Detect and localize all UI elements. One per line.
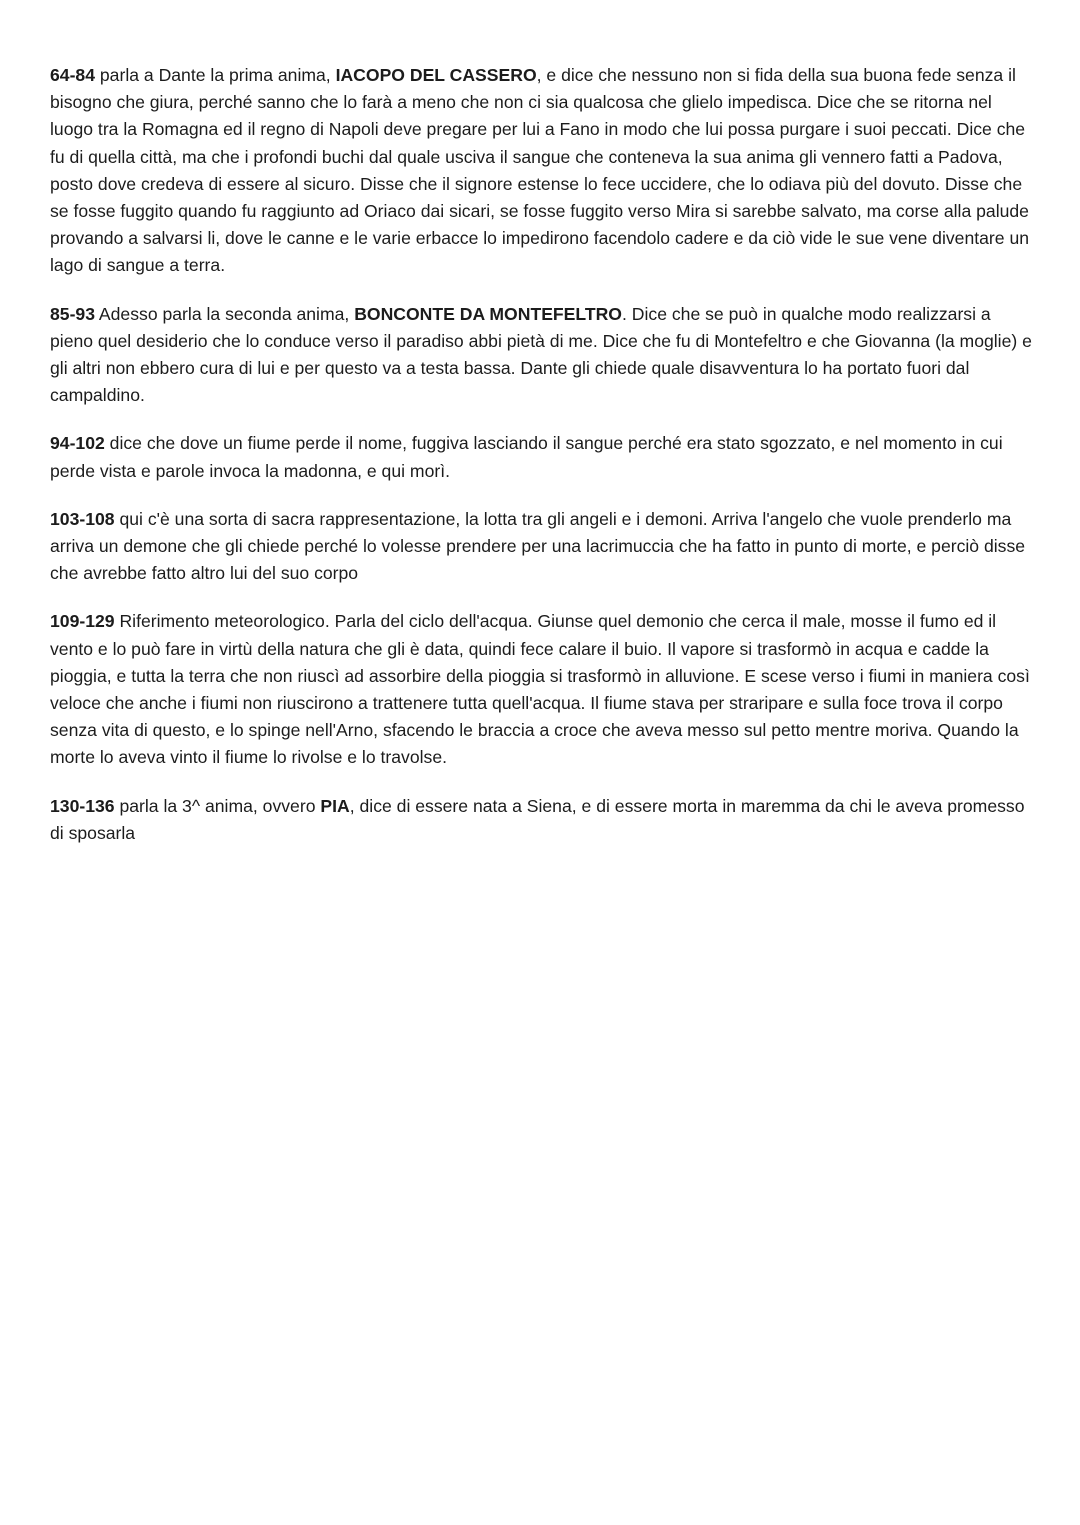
paragraph-64-84: [50, 62, 1035, 280]
character-name: BONCONTE DA MONTEFELTRO: [354, 303, 622, 324]
paragraph-103-108: [50, 506, 1035, 588]
verse-range: 64-84: [50, 65, 95, 85]
verse-range: 85-93: [50, 303, 95, 324]
paragraph-text: , dice di essere nata a Siena, e di essere morta in maremma da chi le aveva promesso di sposarla: [50, 795, 1025, 843]
paragraph-text: Adesso parla la seconda anima,: [95, 303, 355, 324]
document-page: [50, 62, 1035, 868]
verse-range: 130-136: [50, 795, 115, 816]
paragraph-85-93: [50, 301, 1035, 410]
paragraph-130-136: [50, 793, 1035, 847]
character-name: PIA: [320, 795, 350, 816]
paragraph-text: parla a Dante la prima anima,: [95, 65, 336, 85]
character-name: IACOPO DEL CASSERO: [335, 65, 537, 85]
verse-range: 109-129: [50, 611, 115, 632]
paragraph-94-102: [50, 430, 1035, 484]
verse-range: 103-108: [50, 508, 115, 529]
paragraph-text: parla la 3^ anima, ovvero: [114, 795, 321, 816]
verse-range: 94-102: [50, 433, 105, 454]
paragraph-109-129: [50, 608, 1035, 771]
paragraph-text: . Dice che se può in qualche modo realizzarsi a pieno quel desiderio che lo conduce verso il paradiso abbi pietà di me. Dice che fu di Montefeltro e che Giovanna (la moglie) e gli altri non ebbero cura di lui e per questo va a testa bassa. Dante gli chiede quale disavventura lo ha portato fuori dal campaldino.: [50, 303, 1032, 406]
paragraph-text: qui c'è una sorta di sacra rappresentazione, la lotta tra gli angeli e i demoni. Arriva l'angelo che vuole prenderlo ma arriva un demone che gli chiede perché lo volesse prendere per una lacrimuccia che ha fatto in punto di morte, e perciò disse che avrebbe fatto altro lui del suo corpo: [50, 508, 1026, 584]
paragraph-text: , e dice che nessuno non si fida della sua buona fede senza il bisogno che giura, perché sanno che lo farà a meno che non ci sia qualcosa che glielo impedisca. Dice che se ritorna nel luogo tra la Romagna ed il regno di Napoli deve pregare per lui a Fano in modo che lui possa purgare i suoi peccati. Dice che fu di quella città, ma che i profondi buchi dal quale usciva il sangue che conteneva la sua anima gli vennero fatti a Padova, posto dove credeva di essere al sicuro. Disse che il signore estense lo fece uccidere, che lo odiava più del dovuto. Disse che se fosse fuggito quando fu raggiunto ad Oriaco dai sicari, se fosse fuggito verso Mira si sarebbe salvato, ma corse alla palude provando a salvarsi li, dove le canne e le varie erbacce lo impedirono facendolo cadere e da ciò vide le sue vene diventare un lago di sangue a terra.: [50, 65, 1030, 276]
paragraph-text: Riferimento meteorologico. Parla del ciclo dell'acqua. Giunse quel demonio che cerca il male, mosse il fumo ed il vento e lo può fare in virtù della natura che gli è data, quindi fece calare il buio. Il vapore si trasformò in acqua e cadde la pioggia, e tutta la terra che non riuscì ad assorbire della pioggia si trasformò in alluvione. E scese verso i fiumi in maniera così veloce che anche i fiumi non riuscirono a trattenere tutta quell'acqua. Il fiume stava per straripare e sulla foce trova il corpo senza vita di questo, e lo spinge nell'Arno, sfacendo le braccia a croce che aveva messo sul petto mentre moriva. Quando la morte lo aveva vinto il fiume lo rivolse e lo travolse.: [50, 611, 1030, 768]
paragraph-text: dice che dove un fiume perde il nome, fuggiva lasciando il sangue perché era stato sgozzato, e nel momento in cui perde vista e parole invoca la madonna, e qui morì.: [50, 433, 1003, 481]
